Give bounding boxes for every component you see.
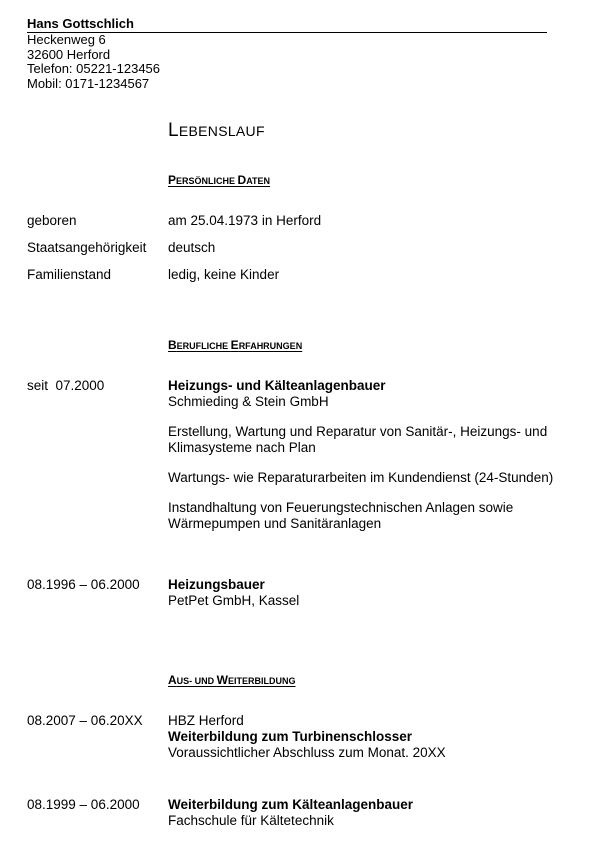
- heading-initial: A: [168, 673, 177, 687]
- entry-details: [168, 577, 568, 609]
- heading-initial: D: [237, 173, 247, 187]
- title-initial: L: [168, 120, 179, 141]
- section-heading-experience: [168, 338, 302, 354]
- heading-rest: ATEN: [246, 176, 271, 186]
- section-heading-education: [168, 673, 296, 689]
- entry-date: 08.1999 – 06.2000: [27, 797, 140, 812]
- city: 32600 Herford: [27, 46, 111, 62]
- entry-course: Weiterbildung zum Turbinenschlosser: [168, 729, 413, 744]
- entry-company: PetPet GmbH, Kassel: [168, 593, 300, 608]
- row-label: Staatsangehörigkeit: [27, 240, 147, 255]
- entry-position: Heizungs- und Kälteanlagenbauer: [168, 378, 386, 393]
- heading-rest: ERUFLICHE: [176, 341, 231, 351]
- entry-details: [168, 713, 568, 761]
- street: Heckenweg 6: [27, 32, 106, 47]
- entry-task: Wartungs- wie Reparaturarbeiten im Kundendienst (24-Stunden): [168, 470, 554, 485]
- entry-course: Weiterbildung zum Kälteanlagenbauer: [168, 797, 414, 812]
- entry-details: [168, 378, 568, 532]
- heading-rest: RFAHRUNGEN: [238, 341, 303, 351]
- heading-initial: W: [216, 673, 228, 687]
- applicant-name: Hans Gottschlich: [27, 16, 547, 33]
- row-value: deutsch: [168, 240, 216, 255]
- row-label: Familienstand: [27, 267, 112, 282]
- entry-date: 08.2007 – 06.20XX: [27, 713, 143, 728]
- mobile: Mobil: 0171-1234567: [27, 75, 150, 91]
- phone: Telefon: 05221-123456: [27, 61, 161, 76]
- address-block: [27, 16, 547, 91]
- entry-company: Schmieding & Stein GmbH: [168, 394, 329, 409]
- row-value: ledig, keine Kinder: [168, 267, 280, 282]
- title-rest: EBENSLAUF: [178, 123, 265, 139]
- page-title: [168, 120, 265, 141]
- heading-initial: E: [230, 338, 239, 352]
- row-label: geboren: [27, 213, 77, 228]
- entry-date: seit 07.2000: [27, 378, 105, 393]
- entry-date: 08.1996 – 06.2000: [27, 577, 140, 592]
- entry-details: [168, 797, 568, 829]
- entry-note: Voraussichtlicher Abschluss zum Monat. 20XX: [168, 745, 446, 760]
- heading-rest: US- UND: [176, 676, 217, 686]
- row-value: am 25.04.1973 in Herford: [168, 213, 322, 228]
- section-heading-personal: [168, 173, 270, 189]
- entry-position: Heizungsbauer: [168, 577, 265, 592]
- heading-initial: B: [168, 338, 177, 352]
- entry-task: Erstellung, Wartung und Reparatur von Sanitär-, Heizungs- und Klimasysteme nach Plan: [168, 424, 548, 455]
- entry-task: Instandhaltung von Feuerungstechnischen Anlagen sowie Wärmepumpen und Sanitäranlagen: [168, 500, 514, 531]
- heading-rest: EITERBILDUNG: [228, 676, 296, 686]
- heading-rest: ERSÖNLICHE: [176, 176, 238, 186]
- entry-institution: Fachschule für Kältetechnik: [168, 813, 334, 828]
- entry-institution: HBZ Herford: [168, 713, 244, 728]
- heading-initial: P: [168, 173, 177, 187]
